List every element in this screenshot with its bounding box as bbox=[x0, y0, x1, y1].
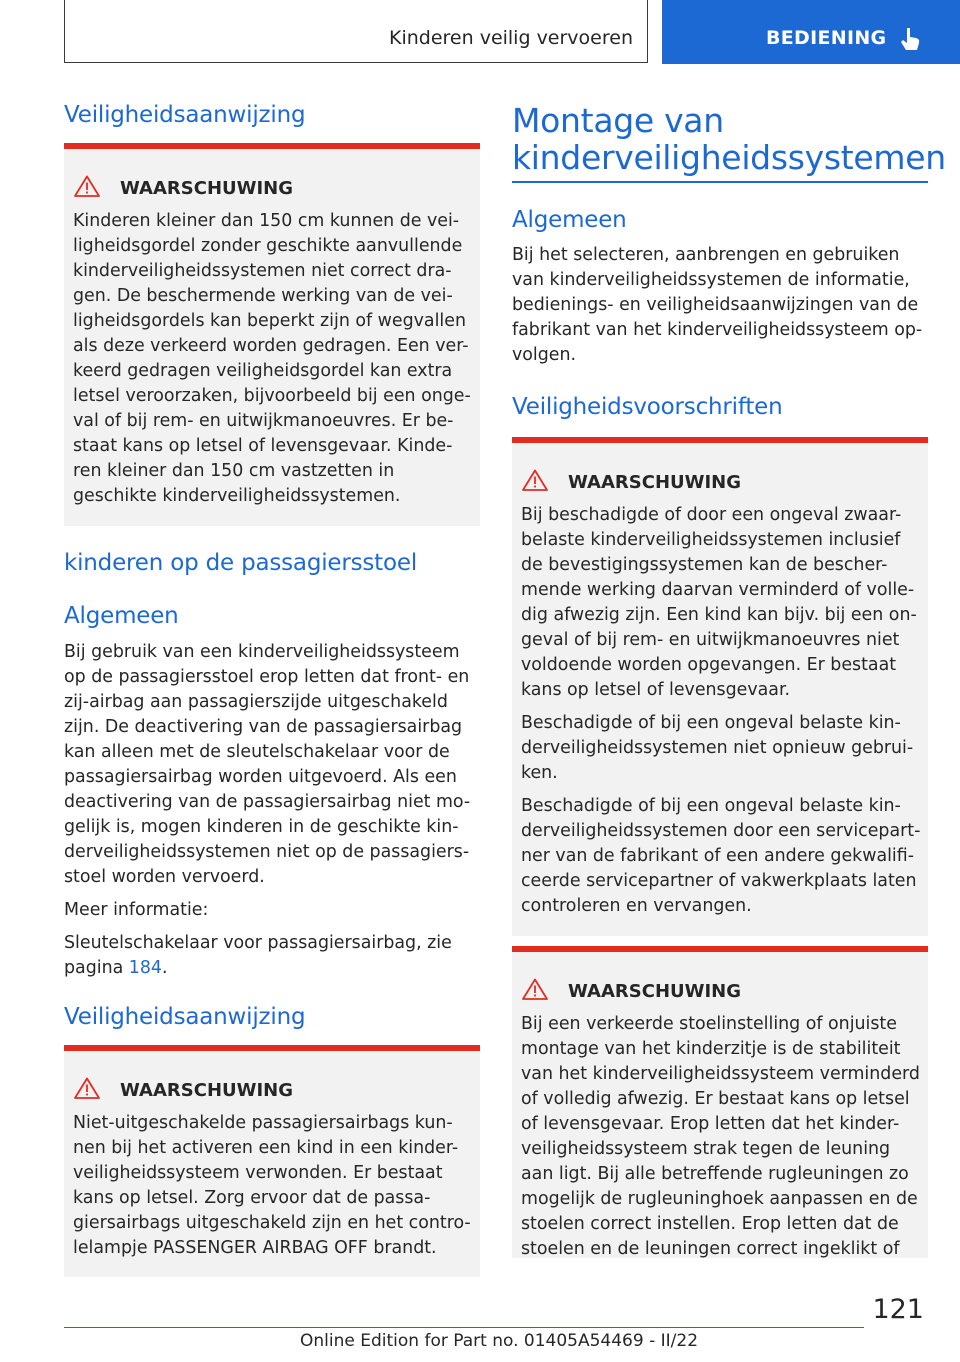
page-number: 121 bbox=[872, 1294, 924, 1325]
warning-body bbox=[521, 1012, 931, 1270]
warning-text: Kinderen kleiner dan 150 cm kunnen de vei- ligheidsgordel zonder geschikte aanvullende kinderveiligheidssystemen niet correct dra- gen. De beschermende werking van de vei- ligheidsgordels kan beperkt zijn of wegvallen als deze verkeerd worden gedragen. Een ver- keerd gedragen veiligheidsgordel kan extra letsel veroorzaken, bijvoorbeeld bij een onge- val of bij rem- en uitwijkmanoeuvres. Er be- staat kans op letsel of levensgevaar. Kinde- ren kleiner dan 150 cm vastzetten in geschikte kinderveiligheidssystemen. bbox=[73, 211, 471, 506]
warning-body bbox=[73, 209, 483, 517]
warning-triangle-icon bbox=[522, 469, 548, 491]
right-body-text bbox=[512, 243, 928, 376]
edition-footer: Online Edition for Part no. 01405A54469 - II/22 bbox=[300, 1331, 699, 1351]
heading-algemeen: Algemeen bbox=[64, 603, 179, 629]
warning-box bbox=[64, 143, 480, 526]
warning-text: Bij een verkeerde stoelinstelling of onjuiste montage van het kinderzitje is de stabiliteit van het kinderveiligheidssysteem verminderd of volledig afwezig. Er bestaat kans op letsel of levensgevaar. Erop letten dat het kinder- veiligheidssysteem strak tegen de leuning aan ligt. Bij alle betreffende rugleuningen zo mogelijk de rugleuninghoek aanpassen en de stoelen correct instellen. Erop letten dat de stoelen en de leuningen correct ingeklikt of bbox=[521, 1014, 920, 1259]
heading-veiligheidsvoorschriften: Veiligheidsvoorschriften bbox=[512, 394, 783, 420]
warning-title: WAARSCHUWING bbox=[568, 981, 742, 1002]
header-section-box bbox=[64, 0, 648, 63]
reference-suffix: . bbox=[161, 958, 168, 978]
reference-text: Sleutelschakelaar voor passagiersairbag, zie pagina bbox=[64, 933, 452, 978]
paragraph: Bij gebruik van een kinderveiligheidssysteem op de passagiersstoel erop letten dat front- en zij-airbag aan passagierszijde uitgeschakeld zijn. De deactivering van de passagiersairbag kan alleen met de sleutelschakelaar voor de passagiersairbag worden uitgevoerd. Als een deactivering van de passagiersairbag niet mo- gelijk is, mogen kinderen in de geschikte kin- derveiligheidssystemen niet op de passagiers- stoel worden vervoerd. bbox=[64, 642, 471, 887]
warning-title: WAARSCHUWING bbox=[120, 1080, 294, 1101]
footer-divider bbox=[64, 1327, 864, 1328]
chapter-label: BEDIENING bbox=[766, 27, 887, 49]
section-title: Kinderen veilig vervoeren bbox=[389, 27, 633, 49]
warning-body bbox=[73, 1111, 483, 1269]
warning-triangle-icon bbox=[74, 1077, 100, 1099]
warning-text: Bij beschadigde of door een ongeval zwaar- belaste kinderveiligheidssystemen inclusief de bevestigingssystemen kan de bescher- mende werking daarvan verminderd of volle- dig afwezig zijn. Een kind kan bijv. bij een on- geval of bij rem- en uitwijkmanoeuvres niet voldoende worden opgevangen. Er bestaat kans op letsel of levensgevaar. bbox=[521, 505, 917, 700]
paragraph-page-reference bbox=[64, 931, 480, 981]
heading-divider bbox=[512, 181, 928, 183]
warning-triangle-icon bbox=[522, 978, 548, 1000]
warning-text: Beschadigde of bij een ongeval belaste kin- derveiligheidssystemen niet opnieuw gebrui- ken. bbox=[521, 713, 914, 783]
warning-body bbox=[521, 503, 931, 927]
warning-text: Beschadigde of bij een ongeval belaste kin- derveiligheidssystemen door een servicepart- ner van de fabrikant of een andere gekwalifi- ceerde servicepartner of vakwerkplaats laten controleren en vervangen. bbox=[521, 796, 921, 916]
heading-kinderen-passagiersstoel: kinderen op de passagiersstoel bbox=[64, 550, 418, 576]
page-link[interactable]: 184 bbox=[128, 958, 162, 978]
warning-triangle-icon bbox=[74, 175, 100, 197]
warning-title: WAARSCHUWING bbox=[568, 472, 742, 493]
warning-box bbox=[512, 437, 928, 936]
warning-box bbox=[64, 1045, 480, 1277]
chapter-tab[interactable] bbox=[662, 0, 960, 64]
warning-text: Niet-uitgeschakelde passagiersairbags kun- nen bij het activeren een kind in een kinder- veiligheidssysteem verwonden. Er bestaat kans op letsel. Zorg ervoor dat de passa- giersairbags uitgeschakeld zijn en het contro- lelampje PASSENGER AIRBAG OFF brandt. bbox=[73, 1113, 471, 1258]
heading-veiligheidsaanwijzing-2: Veiligheidsaanwijzing bbox=[64, 1004, 306, 1030]
heading-algemeen-right: Algemeen bbox=[512, 207, 627, 233]
paragraph: Meer informatie: bbox=[64, 900, 209, 920]
warning-title: WAARSCHUWING bbox=[120, 178, 294, 199]
hand-pointing-icon bbox=[898, 26, 922, 52]
left-body-text bbox=[64, 640, 480, 989]
paragraph: Bij het selecteren, aanbrengen en gebruiken van kinderveiligheidssystemen de informatie, bedienings- en veiligheidsaanwijzingen van de fabrikant van het kinderveiligheidssysteem op- volgen. bbox=[512, 245, 923, 365]
heading-veiligheidsaanwijzing: Veiligheidsaanwijzing bbox=[64, 102, 306, 128]
warning-box bbox=[512, 946, 928, 1258]
section-heading-montage: Montage van kinderveiligheidssystemen bbox=[512, 101, 946, 177]
